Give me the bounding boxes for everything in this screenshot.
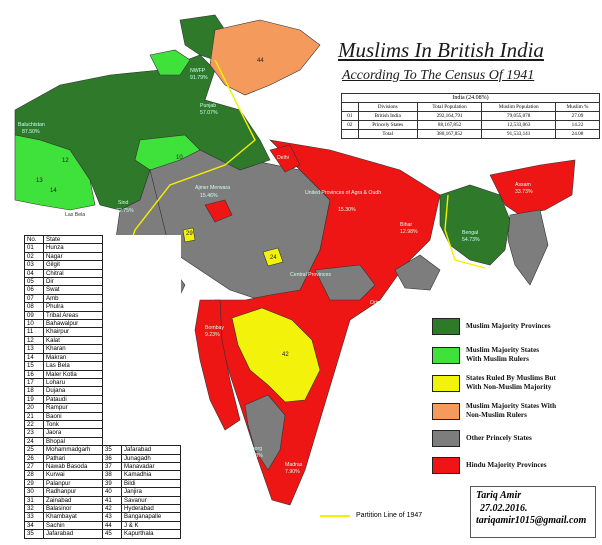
state-number: 37	[103, 462, 122, 470]
state-number: 04	[25, 269, 44, 277]
label-assam: Assam	[515, 182, 531, 188]
state-name: Bhopal	[44, 437, 103, 445]
state-number: 01	[25, 244, 44, 252]
census-cell: 292,164,791	[417, 112, 482, 121]
state-number: 29	[25, 479, 44, 487]
state-number: 27	[25, 462, 44, 470]
state-name: Kapurthala	[122, 530, 181, 538]
author-date: 27.02.2016.	[480, 502, 528, 514]
state-number: 30	[25, 488, 44, 496]
state-name: Kurwai	[44, 471, 103, 479]
state-list-row	[25, 521, 181, 529]
state-number: 23	[25, 429, 44, 437]
state-name: Kalat	[44, 336, 103, 344]
state-number: 36	[103, 454, 122, 462]
census-header: Divisions	[358, 103, 417, 112]
state-list-row	[25, 252, 181, 260]
state-name: Zainabad	[44, 496, 103, 504]
map-number: 29	[186, 231, 193, 237]
state-number: 22	[25, 420, 44, 428]
label-up: United Provinces of Agra & Oudh	[305, 190, 382, 196]
state-name: Khambayat	[44, 513, 103, 521]
state-list-row	[25, 404, 181, 412]
label-punjab: Punjab	[200, 103, 217, 109]
legend-swatch	[432, 318, 460, 335]
region-bengal	[440, 185, 510, 265]
state-number: 16	[25, 370, 44, 378]
label-sind-pct: 72.75%	[116, 208, 134, 214]
map-number: 10	[176, 155, 183, 161]
map-number: 12	[62, 158, 69, 164]
state-list-row	[25, 370, 181, 378]
state-list-row	[25, 462, 181, 470]
state-list-row	[25, 387, 181, 395]
state-list-header: State	[44, 236, 103, 244]
state-list-row	[25, 378, 181, 386]
state-name: Hunza	[44, 244, 103, 252]
state-name: Kamadhia	[122, 471, 181, 479]
map-subtitle: According To The Census Of 1941	[342, 68, 535, 83]
label-bengal-pct: 54.73%	[462, 237, 480, 243]
state-list-row	[25, 513, 181, 521]
census-cell: 14.22	[556, 121, 600, 130]
label-las-bela: Las Bela	[65, 212, 86, 218]
legend-swatch	[432, 347, 460, 364]
state-list-row	[25, 437, 181, 445]
state-name: Bahawalpur	[44, 320, 103, 328]
state-number: 40	[103, 488, 122, 496]
legend-swatch	[432, 375, 460, 392]
census-row	[342, 112, 600, 121]
state-number: 35	[103, 446, 122, 454]
state-number: 15	[25, 362, 44, 370]
census-cell: 91,533,141	[482, 130, 556, 139]
map-number: 14	[50, 188, 57, 194]
state-list-row	[25, 420, 181, 428]
state-number: 26	[25, 454, 44, 462]
legend-label: States Ruled By Muslims But With Non-Muslim Majority	[466, 374, 556, 391]
state-name: Radhanpur	[44, 488, 103, 496]
label-coorg: Coorg	[248, 446, 263, 452]
state-name: Tonk	[44, 420, 103, 428]
author-signature	[470, 486, 596, 538]
census-header	[342, 103, 359, 112]
census-header: Total Population	[417, 103, 482, 112]
state-number: 43	[103, 513, 122, 521]
legend-item	[432, 457, 547, 474]
label-bihar: Bihar	[400, 222, 413, 228]
state-number: 07	[25, 294, 44, 302]
partition-line-swatch	[320, 515, 350, 517]
state-name: Swat	[44, 286, 103, 294]
state-number: 13	[25, 345, 44, 353]
label-ajmer-pct: 15.46%	[200, 193, 218, 199]
state-number: 31	[25, 496, 44, 504]
census-row	[342, 130, 600, 139]
state-list-table	[24, 235, 181, 539]
label-ajmer: Ajmer Merwara	[195, 185, 231, 191]
map-number: 13	[36, 178, 43, 184]
partition-label: Partition Line of 1947	[356, 512, 423, 519]
state-number: 35	[25, 530, 44, 538]
state-name: Mohammadgarh	[44, 446, 103, 454]
state-list-row	[25, 496, 181, 504]
state-number: 14	[25, 353, 44, 361]
state-name: Phulra	[44, 303, 103, 311]
state-number: 42	[103, 505, 122, 513]
state-number: 39	[103, 479, 122, 487]
state-name: Gilgit	[44, 261, 103, 269]
state-list-row	[25, 261, 181, 269]
census-cell: 79,055,078	[482, 112, 556, 121]
map-number: 24	[270, 255, 277, 261]
state-number: 38	[103, 471, 122, 479]
state-name: Chitral	[44, 269, 103, 277]
state-name: Tribal Areas	[44, 311, 103, 319]
legend-label: Other Princely States	[466, 434, 532, 442]
state-name: Loharu	[44, 378, 103, 386]
state-list-header-row	[25, 236, 181, 244]
label-madras: Madras	[285, 462, 303, 468]
census-header-row	[342, 103, 600, 112]
state-name: Pathari	[44, 454, 103, 462]
state-name: Sachin	[44, 521, 103, 529]
state-number: 33	[25, 513, 44, 521]
state-name: Janjira	[122, 488, 181, 496]
state-name: Baoni	[44, 412, 103, 420]
census-cell: 380,167,852	[417, 130, 482, 139]
state-name: Manavadar	[122, 462, 181, 470]
state-list-row	[25, 320, 181, 328]
label-bombay: Bombay	[205, 325, 225, 331]
state-list-row	[25, 328, 181, 336]
state-list-row	[25, 530, 181, 538]
state-name: Las Bela	[44, 362, 103, 370]
census-cell: Princely States	[358, 121, 417, 130]
state-list-header: No.	[25, 236, 44, 244]
state-list-row	[25, 286, 181, 294]
state-number: 24	[25, 437, 44, 445]
state-number: 11	[25, 328, 44, 336]
state-number: 06	[25, 286, 44, 294]
legend-label: Hindu Majority Provinces	[466, 461, 547, 469]
state-list-row	[25, 479, 181, 487]
state-number: 05	[25, 278, 44, 286]
state-list-row	[25, 244, 181, 252]
state-list-row	[25, 412, 181, 420]
state-list-row	[25, 336, 181, 344]
state-list-row	[25, 505, 181, 513]
label-central: Central Provinces	[290, 272, 331, 278]
state-number: 12	[25, 336, 44, 344]
state-number: 45	[103, 530, 122, 538]
state-name: Banganapalle	[122, 513, 181, 521]
legend-item	[432, 346, 539, 364]
census-cell: 24.08	[556, 130, 600, 139]
census-header: Muslim %	[556, 103, 600, 112]
state-name: Maler Kotla	[44, 370, 103, 378]
state-list-row	[25, 488, 181, 496]
label-bengal: Bengal	[462, 230, 479, 236]
label-bihar-pct: 12.98%	[400, 229, 418, 235]
label-punjab-pct: 57.07%	[200, 110, 218, 116]
state-list-row	[25, 303, 181, 311]
state-list-row	[25, 311, 181, 319]
legend-label: Muslim Majority Provinces	[466, 322, 551, 330]
census-row	[342, 121, 600, 130]
state-list-row	[25, 345, 181, 353]
state-list-row	[25, 278, 181, 286]
state-name: Jafarabad	[44, 530, 103, 538]
state-list-row	[25, 269, 181, 277]
label-assam-pct: 33.73%	[515, 189, 533, 195]
state-list-row	[25, 294, 181, 302]
state-number: 03	[25, 261, 44, 269]
legend-swatch	[432, 430, 460, 447]
state-number: 41	[103, 496, 122, 504]
state-number: 25	[25, 446, 44, 454]
region-northeast-gray	[508, 210, 548, 285]
label-baluchistan: Baluchistan	[18, 122, 45, 128]
state-list-row	[25, 395, 181, 403]
state-name: Amb	[44, 294, 103, 302]
legend-swatch	[432, 457, 460, 474]
author-email: tariqamir1015@gmail.com	[476, 515, 587, 526]
state-name: Nagar	[44, 252, 103, 260]
state-number: 02	[25, 252, 44, 260]
state-name: Jafarabad	[122, 446, 181, 454]
state-number: 32	[25, 505, 44, 513]
state-list-row	[25, 362, 181, 370]
state-number: 18	[25, 387, 44, 395]
state-name: Nawab Basoda	[44, 462, 103, 470]
legend-item	[432, 318, 551, 335]
label-madras-pct: 7.90%	[285, 469, 300, 475]
label-bombay-pct: 9.23%	[205, 332, 220, 338]
author-name: Tariq Amir	[476, 490, 522, 501]
state-list-row	[25, 471, 181, 479]
census-cell: 01	[342, 112, 359, 121]
label-baluchistan-pct: 87.50%	[22, 129, 40, 135]
census-cell: 12,533,063	[482, 121, 556, 130]
state-name: Bildi	[122, 479, 181, 487]
state-list-row	[25, 353, 181, 361]
state-number: 10	[25, 320, 44, 328]
census-cell: 88,167,852	[417, 121, 482, 130]
legend-item	[432, 430, 532, 447]
census-cell: 02	[342, 121, 359, 130]
state-name: Pataudi	[44, 395, 103, 403]
state-list-row	[25, 454, 181, 462]
label-up-pct: 15.30%	[338, 207, 356, 213]
legend-label: Muslim Majority States With Non-Muslim Rulers	[466, 402, 557, 419]
state-number: 09	[25, 311, 44, 319]
map-number: 42	[282, 352, 289, 358]
state-name: Balasinor	[44, 505, 103, 513]
census-cell	[342, 130, 359, 139]
state-name: Palanpur	[44, 479, 103, 487]
state-list-row	[25, 446, 181, 454]
label-sind: Sind	[118, 200, 129, 206]
census-header: Muslim Population	[482, 103, 556, 112]
census-caption: India (24.08%)	[342, 94, 600, 103]
legend-label: Muslim Majority States With Muslim Rulers	[466, 346, 540, 363]
state-name: Makran	[44, 353, 103, 361]
census-cell: British India	[358, 112, 417, 121]
state-number: 08	[25, 303, 44, 311]
census-cell: 27.09	[556, 112, 600, 121]
legend-item	[432, 374, 556, 392]
partition-legend	[320, 512, 422, 519]
state-name: Rampur	[44, 404, 103, 412]
state-name: Hyderabad	[122, 505, 181, 513]
map-number: 44	[257, 58, 264, 64]
label-nwfp: NWFP	[190, 68, 206, 74]
state-name: Khairpur	[44, 328, 103, 336]
label-delhi: Delhi	[277, 155, 289, 161]
state-name: Dujana	[44, 387, 103, 395]
state-name: J & K	[122, 521, 181, 529]
legend-swatch	[432, 403, 460, 420]
census-table	[341, 93, 600, 139]
state-name: Jaora	[44, 429, 103, 437]
state-number: 28	[25, 471, 44, 479]
map-title: Muslims In British India	[338, 38, 544, 62]
census-cell: Total	[358, 130, 417, 139]
label-coorg-pct: 8.73%	[248, 453, 263, 459]
state-number: 20	[25, 404, 44, 412]
state-number: 21	[25, 412, 44, 420]
state-name: Savanur	[122, 496, 181, 504]
state-name: Dir	[44, 278, 103, 286]
label-orissa: Orissa	[370, 300, 385, 306]
state-list-row	[25, 429, 181, 437]
state-name: Junagadh	[122, 454, 181, 462]
state-number: 34	[25, 521, 44, 529]
state-name: Kharan	[44, 345, 103, 353]
legend-item	[432, 402, 556, 420]
state-number: 19	[25, 395, 44, 403]
state-number: 44	[103, 521, 122, 529]
state-number: 17	[25, 378, 44, 386]
label-nwfp-pct: 91.79%	[190, 75, 208, 81]
